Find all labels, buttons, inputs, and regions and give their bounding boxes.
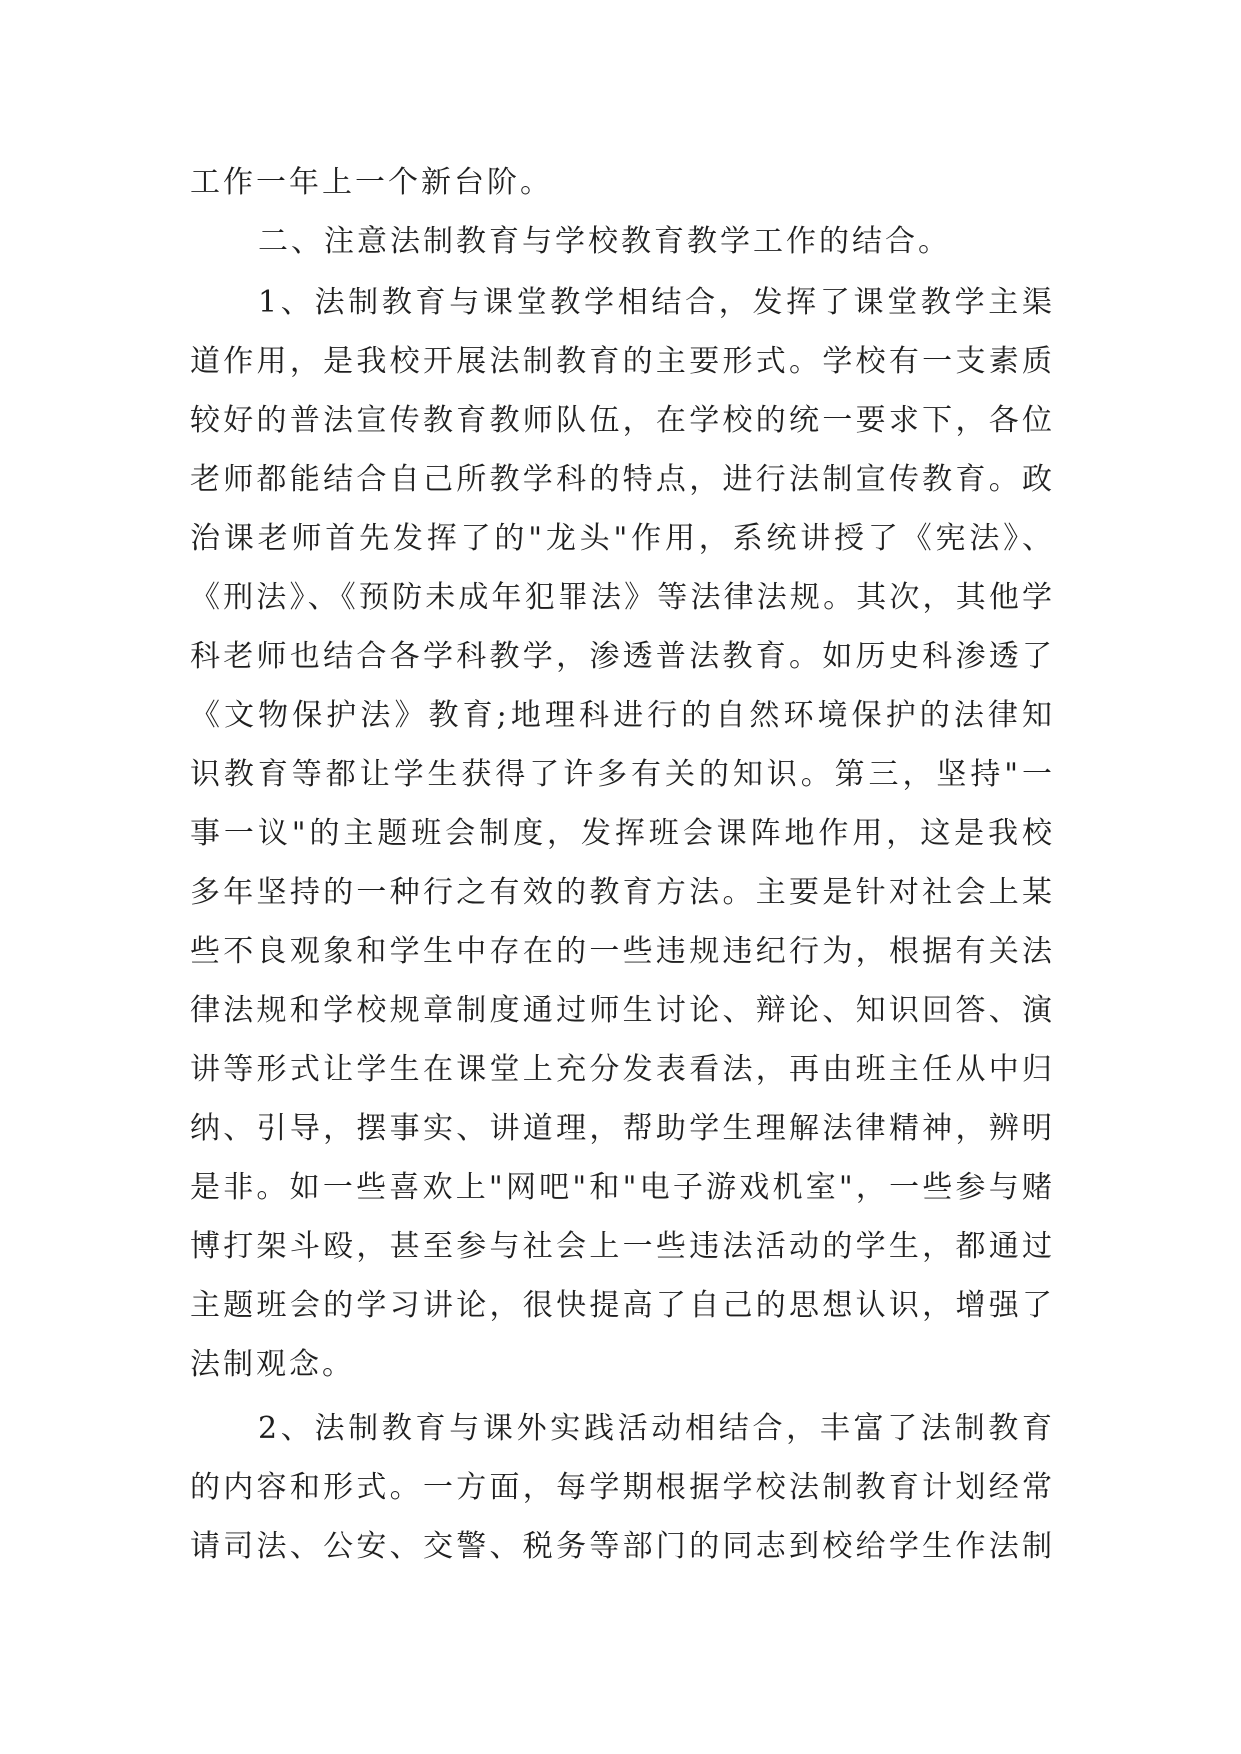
text-line: 讲等形式让学生在课堂上充分发表看法，再由班主任从中归: [190, 1052, 1052, 1087]
paragraph-continuation: [190, 153, 1052, 212]
text-line: 工作一年上一个新台阶。: [190, 165, 553, 200]
text-line: 识教育等都让学生获得了许多有关的知识。第三，坚持"一: [190, 757, 1052, 792]
text-line: 法制观念。: [190, 1347, 355, 1382]
text-line: 律法规和学校规章制度通过师生讨论、辩论、知识回答、演: [190, 993, 1052, 1028]
paragraph-extracurricular: [190, 1399, 1052, 1576]
document-page: [190, 153, 1052, 1576]
text-line: 较好的普法宣传教育教师队伍，在学校的统一要求下，各位: [190, 403, 1052, 438]
text-line: 主题班会的学习讲论，很快提高了自己的思想认识，增强了: [190, 1288, 1052, 1323]
text-line: 老师都能结合自己所教学科的特点，进行法制宣传教育。政: [190, 462, 1052, 497]
text-line: 是非。如一些喜欢上"网吧"和"电子游戏机室"，一些参与赌: [190, 1170, 1052, 1205]
text-line: 多年坚持的一种行之有效的教育方法。主要是针对社会上某: [190, 875, 1052, 910]
section-heading: [190, 212, 1052, 271]
text-line: 《文物保护法》教育;地理科进行的自然环境保护的法律知: [190, 698, 1052, 733]
text-line: 的内容和形式。一方面，每学期根据学校法制教育计划经常: [190, 1470, 1052, 1505]
text-line: 二、注意法制教育与学校教育教学工作的结合。: [258, 224, 951, 259]
text-line: 博打架斗殴，甚至参与社会上一些违法活动的学生，都通过: [190, 1229, 1052, 1264]
text-line: 事一议"的主题班会制度，发挥班会课阵地作用，这是我校: [190, 816, 1052, 851]
text-line: 请司法、公安、交警、税务等部门的同志到校给学生作法制: [190, 1529, 1052, 1564]
paragraph-classroom-teaching: [190, 273, 1052, 1394]
text-line: 些不良观象和学生中存在的一些违规违纪行为，根据有关法: [190, 934, 1052, 969]
text-line: 道作用，是我校开展法制教育的主要形式。学校有一支素质: [190, 344, 1052, 379]
text-line: 1、法制教育与课堂教学相结合，发挥了课堂教学主渠: [258, 285, 1052, 320]
text-line: 2、法制教育与课外实践活动相结合，丰富了法制教育: [258, 1411, 1052, 1446]
text-line: 纳、引导，摆事实、讲道理，帮助学生理解法律精神，辨明: [190, 1111, 1052, 1146]
text-line: 科老师也结合各学科教学，渗透普法教育。如历史科渗透了: [190, 639, 1052, 674]
text-line: 《刑法》、《预防未成年犯罪法》等法律法规。其次，其他学: [190, 580, 1052, 615]
text-line: 治课老师首先发挥了的"龙头"作用，系统讲授了《宪法》、: [190, 521, 1052, 556]
